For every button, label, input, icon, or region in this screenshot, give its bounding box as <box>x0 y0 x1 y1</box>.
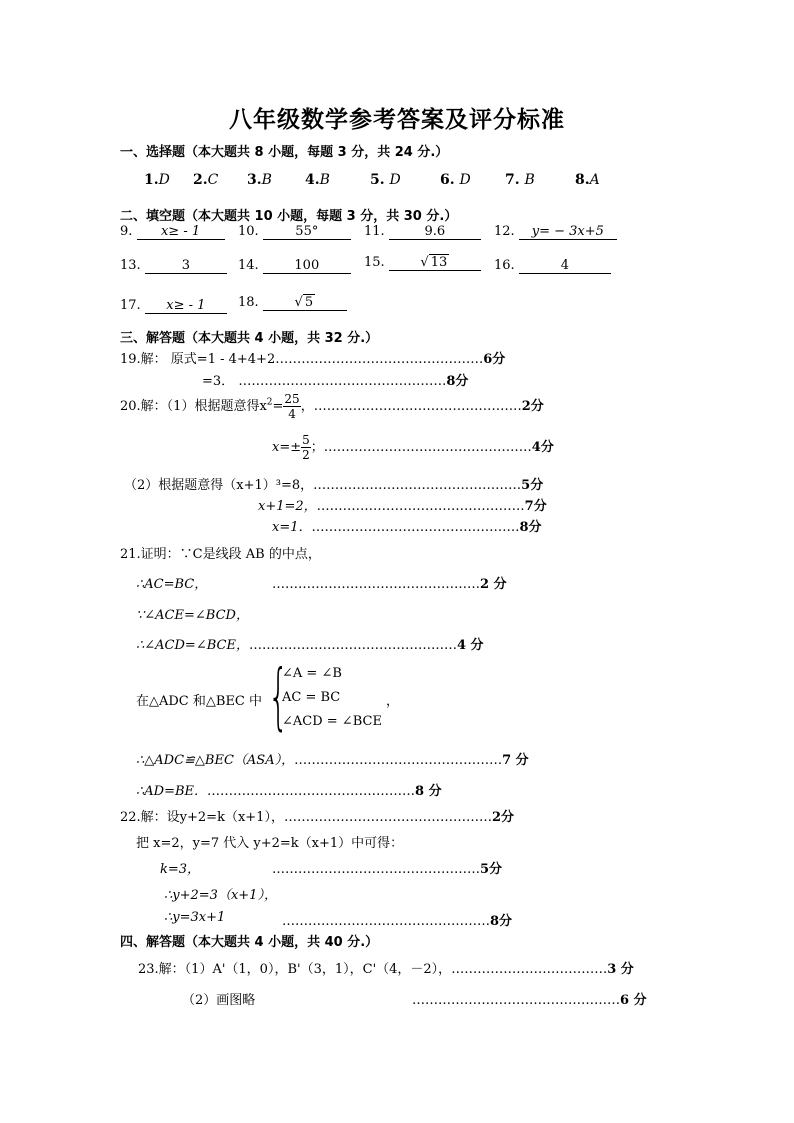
fill-answer: 13. 3 <box>120 258 227 274</box>
q19-line: 19.解： 原式=1 - 4+4+2…………………………………………6分 <box>120 352 506 367</box>
q23-line: 23.解：（1）A'（1，0），B'（3，1），C'（4，－2），………………………………3 分 <box>138 962 634 977</box>
system-equation: ∠ACD = ∠BCE <box>282 714 382 729</box>
fill-answer: 18. √ 5 <box>238 295 347 311</box>
choice-answer: 6. D <box>440 172 471 188</box>
q22-line: 22.解：设y+2=k（x+1），…………………………………………2分 <box>120 810 514 825</box>
fill-answer: 17. x≥ - 1 <box>120 298 227 314</box>
fill-answer: 10. 55° <box>238 224 351 240</box>
fill-answer: 16. 4 <box>494 258 611 274</box>
fill-answer: 14. 100 <box>238 258 351 274</box>
q22-dots: …………………………………………5分 <box>272 862 503 877</box>
choice-answer: 2.C <box>193 172 219 188</box>
choice-answer: 5. D <box>370 172 401 188</box>
q22-line: 把 x=2，y=7 代入 y+2=k（x+1）中可得： <box>136 836 404 851</box>
sqrt-symbol: √ 13 <box>420 255 448 270</box>
system-comma: ， <box>386 694 400 709</box>
fill-answer: 9. x≥ - 1 <box>120 224 225 240</box>
q21-line: ∴AD=BE．…………………………………………8 分 <box>136 784 442 799</box>
choice-answer: 8.A <box>575 172 600 188</box>
q21-line: ∴∠ACD=∠BCE，…………………………………………4 分 <box>136 638 484 653</box>
q20-line: x+1=2，…………………………………………7分 <box>258 499 547 514</box>
fill-answer: 12. y= − 3x+5 <box>494 224 617 240</box>
q21-system-intro: 在△ADC 和△BEC 中 <box>136 694 263 709</box>
q23-line: （2）画图略 <box>182 993 256 1008</box>
q21-line: ∴AC=BC， <box>136 577 208 592</box>
section-heading-fill: 二、填空题（本大题共 10 小题，每题 3 分，共 30 分.） <box>120 209 458 224</box>
choice-answer: 1.D <box>144 172 170 188</box>
q22-dots: …………………………………………8分 <box>282 914 513 929</box>
q23-dots: …………………………………………6 分 <box>412 993 647 1008</box>
fraction: $\frac{5}{2}$ <box>302 433 310 462</box>
q19-line: =3． …………………………………………8分 <box>202 374 469 389</box>
q22-line: ∴y=3x+1 <box>164 910 226 925</box>
q21-line: 21.证明：∵C是线段 AB 的中点， <box>120 547 321 562</box>
q22-line: ∴y+2=3（x+1）， <box>164 888 277 903</box>
q20-line: x=± $\frac{5}{2}$ ；…………………………………………4分 <box>272 433 554 462</box>
q21-line: ∴△ADC≌△BEC（ASA），…………………………………………7 分 <box>136 753 529 768</box>
fill-answer: 11. 9.6 <box>364 224 481 240</box>
fraction: $\frac{25}{4}$ <box>284 392 300 421</box>
q20-line: （2）根据题意得（x+1）³=8，…………………………………………5分 <box>124 478 544 493</box>
section-heading-solve-2: 四、解答题（本大题共 4 小题，共 40 分.） <box>120 935 379 950</box>
choice-answer: 7. B <box>505 172 535 188</box>
q20-line: 20.解：（1）根据题意得$x^2=$ $\frac{25}{4}$ ，…………………………………………2分 <box>120 392 544 421</box>
choice-answer: 3.B <box>247 172 272 188</box>
q20-line: x=1．…………………………………………8分 <box>272 520 542 535</box>
sqrt-symbol: √ 5 <box>294 295 314 310</box>
choice-answer: 4.B <box>305 172 330 188</box>
fill-answer: 15. √ 13 <box>364 255 481 271</box>
system-equation: ∠A = ∠B <box>282 666 342 681</box>
brace-symbol: { <box>268 654 289 738</box>
system-equation: AC = BC <box>282 690 341 705</box>
q21-line: ∵∠ACE=∠BCD， <box>136 608 249 623</box>
section-heading-choice: 一、选择题（本大题共 8 小题，每题 3 分，共 24 分.） <box>120 145 449 160</box>
section-heading-solve-1: 三、解答题（本大题共 4 小题，共 32 分.） <box>120 331 379 346</box>
q22-line: k=3， <box>160 862 201 877</box>
q21-dots: …………………………………………2 分 <box>272 577 507 592</box>
page-title: 八年级数学参考答案及评分标准 <box>229 107 565 133</box>
